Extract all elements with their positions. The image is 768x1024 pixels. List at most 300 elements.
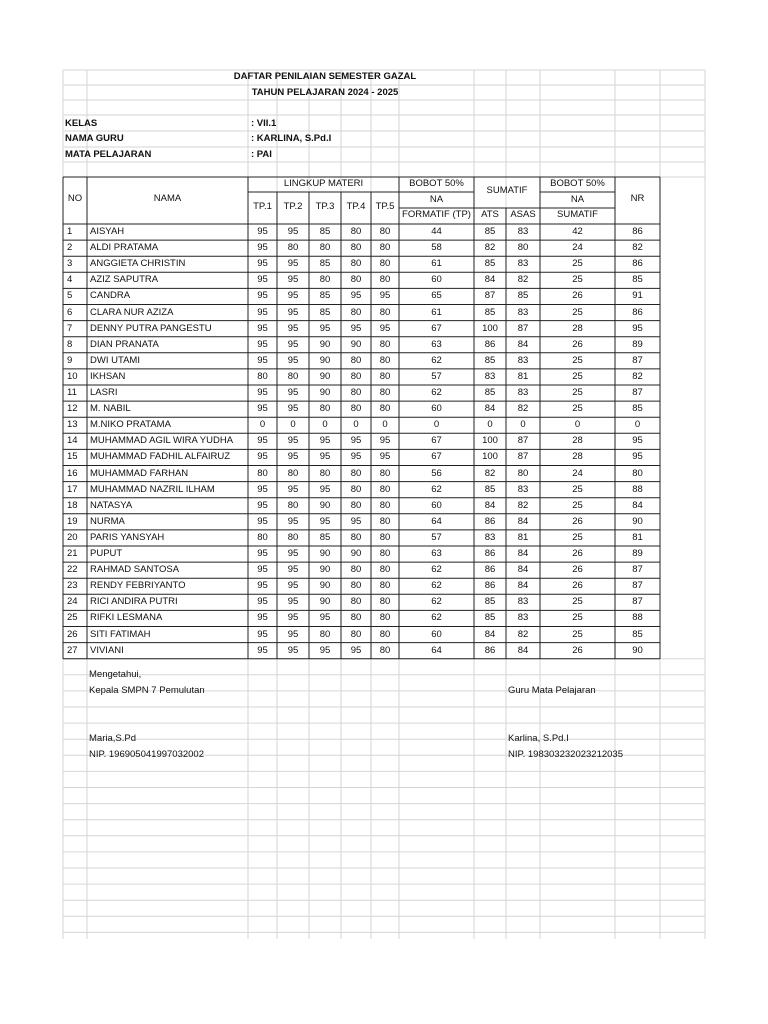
score-cell: 82 bbox=[517, 274, 529, 286]
score-cell: 80 bbox=[379, 387, 391, 398]
score-cell: 87 bbox=[632, 387, 643, 398]
score-cell: 25 bbox=[572, 531, 583, 543]
score-cell: 95 bbox=[319, 451, 331, 463]
score-cell: 95 bbox=[287, 387, 299, 398]
student-name: RIFKI LESMANA bbox=[90, 612, 163, 624]
score-cell: 42 bbox=[572, 226, 583, 237]
score-cell: 80 bbox=[319, 467, 331, 479]
info-label-mapel: MATA PELAJARAN bbox=[65, 149, 152, 160]
header-tp3: TP.3 bbox=[315, 201, 335, 212]
score-cell: 60 bbox=[431, 403, 442, 415]
score-cell: 28 bbox=[572, 435, 583, 447]
score-cell: 95 bbox=[350, 451, 362, 463]
score-cell: 85 bbox=[484, 387, 496, 398]
score-cell: 86 bbox=[484, 580, 496, 592]
score-cell: 95 bbox=[257, 306, 268, 318]
score-cell: 95 bbox=[379, 322, 391, 334]
score-cell: 62 bbox=[431, 483, 442, 495]
score-cell: 80 bbox=[379, 370, 391, 382]
row-number: 21 bbox=[67, 548, 78, 559]
score-cell: 80 bbox=[350, 370, 362, 382]
score-cell: 0 bbox=[259, 419, 266, 431]
score-cell: 95 bbox=[319, 612, 331, 624]
score-cell: 56 bbox=[431, 467, 442, 479]
score-cell: 85 bbox=[517, 290, 529, 302]
score-cell: 95 bbox=[379, 435, 391, 447]
score-cell: 84 bbox=[517, 644, 529, 656]
score-cell: 95 bbox=[319, 644, 331, 656]
score-cell: 95 bbox=[287, 612, 299, 624]
score-cell: 83 bbox=[517, 226, 529, 237]
score-cell: 81 bbox=[517, 531, 529, 543]
score-cell: 91 bbox=[632, 290, 643, 302]
score-cell: 95 bbox=[287, 274, 299, 286]
row-number: 23 bbox=[67, 580, 78, 592]
row-number: 12 bbox=[67, 403, 78, 415]
score-cell: 95 bbox=[257, 403, 268, 415]
score-cell: 100 bbox=[482, 435, 498, 447]
score-cell: 80 bbox=[379, 515, 391, 527]
score-cell: 25 bbox=[572, 612, 583, 624]
header-bobot-sumatif: BOBOT 50% bbox=[550, 178, 605, 189]
row-number: 7 bbox=[67, 322, 73, 334]
score-cell: 67 bbox=[431, 435, 442, 447]
score-cell: 95 bbox=[287, 596, 299, 608]
student-name: RENDY FEBRIYANTO bbox=[90, 580, 186, 592]
student-name: LASRI bbox=[90, 387, 118, 398]
score-cell: 80 bbox=[257, 467, 268, 479]
score-cell: 28 bbox=[572, 322, 583, 334]
student-name: MUHAMMAD NAZRIL ILHAM bbox=[90, 483, 215, 495]
score-cell: 90 bbox=[319, 370, 331, 382]
score-cell: 80 bbox=[350, 580, 362, 592]
score-cell: 26 bbox=[572, 338, 583, 350]
score-cell: 80 bbox=[319, 628, 331, 640]
student-name: MUHAMMAD FARHAN bbox=[90, 467, 189, 479]
score-cell: 80 bbox=[379, 628, 391, 640]
score-cell: 86 bbox=[632, 226, 643, 237]
student-name: PUPUT bbox=[90, 548, 123, 559]
score-cell: 26 bbox=[572, 644, 583, 656]
header-bobot-formatif: BOBOT 50% bbox=[409, 178, 464, 189]
score-cell: 80 bbox=[350, 467, 362, 479]
score-cell: 80 bbox=[379, 499, 391, 511]
score-cell: 86 bbox=[484, 564, 496, 576]
score-cell: 80 bbox=[350, 354, 362, 366]
score-cell: 83 bbox=[517, 354, 529, 366]
score-cell: 95 bbox=[257, 580, 268, 592]
score-cell: 0 bbox=[382, 419, 388, 431]
score-cell: 82 bbox=[484, 467, 496, 479]
header-tp4: TP.4 bbox=[346, 201, 366, 212]
score-cell: 80 bbox=[287, 531, 299, 543]
score-cell: 86 bbox=[484, 338, 496, 350]
header-asas: ASAS bbox=[510, 209, 536, 220]
score-cell: 95 bbox=[287, 354, 299, 366]
score-cell: 95 bbox=[257, 242, 268, 254]
score-cell: 95 bbox=[350, 644, 362, 656]
score-cell: 83 bbox=[517, 596, 529, 608]
score-cell: 89 bbox=[632, 338, 643, 350]
score-cell: 64 bbox=[431, 644, 442, 656]
info-value-guru: : KARLINA, S.Pd.I bbox=[251, 133, 332, 144]
student-name: MUHAMMAD AGIL WIRA YUDHA bbox=[90, 435, 234, 447]
score-cell: 95 bbox=[287, 451, 299, 463]
row-number: 11 bbox=[67, 387, 77, 398]
header-sumatif: SUMATIF bbox=[486, 185, 528, 196]
footer-kepala-name: Maria,S.Pd bbox=[89, 733, 136, 744]
score-cell: 24 bbox=[572, 242, 583, 254]
score-cell: 86 bbox=[484, 548, 496, 559]
score-cell: 95 bbox=[379, 290, 391, 302]
student-name: IKHSAN bbox=[90, 370, 126, 382]
score-cell: 82 bbox=[517, 499, 529, 511]
score-cell: 87 bbox=[632, 354, 643, 366]
score-cell: 81 bbox=[632, 531, 643, 543]
score-cell: 95 bbox=[350, 515, 362, 527]
score-cell: 85 bbox=[319, 306, 331, 318]
score-cell: 26 bbox=[572, 564, 583, 576]
score-cell: 95 bbox=[379, 451, 391, 463]
score-cell: 84 bbox=[517, 548, 529, 559]
score-cell: 26 bbox=[572, 290, 583, 302]
score-cell: 57 bbox=[431, 370, 442, 382]
score-cell: 80 bbox=[350, 403, 362, 415]
score-cell: 28 bbox=[572, 451, 583, 463]
score-cell: 95 bbox=[632, 435, 643, 447]
score-cell: 80 bbox=[287, 370, 299, 382]
score-cell: 80 bbox=[257, 531, 268, 543]
row-number: 14 bbox=[67, 435, 78, 447]
score-cell: 85 bbox=[484, 612, 496, 624]
score-cell: 95 bbox=[257, 322, 268, 334]
score-cell: 95 bbox=[257, 483, 268, 495]
score-cell: 90 bbox=[350, 338, 362, 350]
score-cell: 87 bbox=[517, 435, 529, 447]
student-name: CANDRA bbox=[90, 290, 131, 302]
header-lingkup-materi: LINGKUP MATERI bbox=[283, 178, 364, 189]
score-cell: 87 bbox=[484, 290, 496, 302]
score-cell: 82 bbox=[517, 403, 529, 415]
score-cell: 85 bbox=[319, 226, 331, 237]
row-number: 27 bbox=[67, 644, 78, 656]
score-cell: 87 bbox=[632, 580, 643, 592]
row-number: 20 bbox=[67, 531, 78, 543]
score-cell: 24 bbox=[572, 467, 583, 479]
score-cell: 62 bbox=[431, 612, 442, 624]
score-cell: 95 bbox=[287, 290, 299, 302]
score-cell: 83 bbox=[517, 483, 529, 495]
score-cell: 95 bbox=[257, 644, 268, 656]
header-na-formatif: NA bbox=[429, 194, 444, 205]
row-number: 15 bbox=[67, 451, 78, 463]
score-cell: 25 bbox=[572, 596, 583, 608]
score-cell: 87 bbox=[517, 451, 529, 463]
score-cell: 100 bbox=[482, 322, 498, 334]
score-cell: 25 bbox=[572, 499, 583, 511]
score-cell: 65 bbox=[431, 290, 442, 302]
score-cell: 87 bbox=[517, 322, 529, 334]
score-cell: 83 bbox=[517, 258, 529, 270]
score-cell: 0 bbox=[487, 419, 493, 431]
row-number: 8 bbox=[67, 338, 73, 350]
score-cell: 80 bbox=[350, 274, 362, 286]
score-cell: 83 bbox=[484, 370, 496, 382]
score-cell: 80 bbox=[379, 612, 391, 624]
score-cell: 82 bbox=[517, 628, 529, 640]
info-value-mapel: : PAI bbox=[251, 149, 272, 160]
score-cell: 80 bbox=[379, 483, 391, 495]
score-cell: 84 bbox=[517, 564, 529, 576]
row-number: 22 bbox=[67, 564, 78, 576]
score-cell: 57 bbox=[431, 531, 442, 543]
info-label-kelas: KELAS bbox=[65, 118, 98, 129]
score-cell: 80 bbox=[257, 370, 268, 382]
score-cell: 80 bbox=[517, 467, 529, 479]
score-cell: 80 bbox=[632, 467, 643, 479]
header-nr: NR bbox=[630, 193, 645, 204]
score-cell: 85 bbox=[319, 290, 331, 302]
score-cell: 85 bbox=[319, 531, 331, 543]
score-cell: 60 bbox=[431, 499, 442, 511]
header-formatif-tp: FORMATIF (TP) bbox=[402, 209, 471, 220]
score-cell: 80 bbox=[350, 387, 362, 398]
score-cell: 84 bbox=[484, 499, 496, 511]
score-cell: 67 bbox=[431, 451, 442, 463]
score-cell: 61 bbox=[431, 306, 442, 318]
score-cell: 25 bbox=[572, 483, 583, 495]
score-cell: 80 bbox=[379, 338, 391, 350]
score-cell: 80 bbox=[379, 258, 391, 270]
score-cell: 26 bbox=[572, 548, 583, 559]
score-cell: 85 bbox=[632, 403, 643, 415]
header-tp5: TP.5 bbox=[375, 201, 395, 212]
score-cell: 44 bbox=[431, 226, 442, 237]
score-cell: 82 bbox=[484, 242, 496, 254]
score-cell: 67 bbox=[431, 322, 442, 334]
score-cell: 26 bbox=[572, 515, 583, 527]
score-cell: 84 bbox=[517, 580, 529, 592]
student-name: ANGGIETA CHRISTIN bbox=[90, 258, 186, 270]
score-cell: 95 bbox=[257, 451, 268, 463]
score-cell: 80 bbox=[379, 596, 391, 608]
score-cell: 80 bbox=[379, 548, 391, 559]
sheet-subtitle: TAHUN PELAJARAN 2024 - 2025 bbox=[251, 87, 399, 98]
score-cell: 83 bbox=[517, 612, 529, 624]
score-cell: 84 bbox=[484, 403, 496, 415]
score-cell: 95 bbox=[287, 580, 299, 592]
student-name: DIAN PRANATA bbox=[90, 338, 159, 350]
score-cell: 85 bbox=[484, 306, 496, 318]
score-cell: 81 bbox=[517, 370, 529, 382]
score-cell: 95 bbox=[287, 515, 299, 527]
student-name: DWI UTAMI bbox=[90, 354, 140, 366]
score-cell: 90 bbox=[319, 338, 331, 350]
score-cell: 95 bbox=[257, 435, 268, 447]
student-name: CLARA NUR AZIZA bbox=[90, 306, 174, 318]
row-number: 16 bbox=[67, 467, 78, 479]
score-cell: 83 bbox=[484, 531, 496, 543]
score-cell: 58 bbox=[431, 242, 442, 254]
row-number: 24 bbox=[67, 596, 78, 608]
student-name: M.NIKO PRATAMA bbox=[90, 419, 171, 431]
score-cell: 95 bbox=[287, 483, 299, 495]
score-cell: 95 bbox=[257, 290, 268, 302]
score-cell: 25 bbox=[572, 354, 583, 366]
score-cell: 80 bbox=[350, 499, 362, 511]
score-cell: 80 bbox=[379, 274, 391, 286]
score-cell: 95 bbox=[350, 322, 362, 334]
student-name: M. NABIL bbox=[90, 403, 131, 415]
score-cell: 80 bbox=[350, 612, 362, 624]
score-cell: 95 bbox=[632, 451, 643, 463]
score-cell: 80 bbox=[379, 306, 391, 318]
row-number: 3 bbox=[67, 258, 73, 270]
score-cell: 25 bbox=[572, 387, 583, 398]
student-name: NURMA bbox=[90, 515, 125, 527]
score-cell: 95 bbox=[287, 322, 299, 334]
student-name: ALDI PRATAMA bbox=[90, 242, 159, 254]
score-cell: 100 bbox=[482, 451, 498, 463]
score-cell: 88 bbox=[632, 483, 643, 495]
score-cell: 80 bbox=[379, 531, 391, 543]
footer-guru-title: Guru Mata Pelajaran bbox=[508, 685, 596, 696]
row-number: 18 bbox=[67, 499, 78, 511]
score-cell: 25 bbox=[572, 628, 583, 640]
score-cell: 25 bbox=[572, 274, 583, 286]
score-cell: 0 bbox=[433, 419, 440, 431]
score-cell: 61 bbox=[431, 258, 442, 270]
score-cell: 95 bbox=[287, 403, 299, 415]
score-cell: 83 bbox=[517, 387, 529, 398]
score-cell: 95 bbox=[257, 564, 268, 576]
score-cell: 62 bbox=[431, 354, 442, 366]
score-cell: 80 bbox=[379, 580, 391, 592]
score-cell: 0 bbox=[353, 419, 359, 431]
student-name: PARIS YANSYAH bbox=[90, 531, 165, 543]
header-tp2: TP.2 bbox=[283, 201, 303, 212]
student-name: RICI ANDIRA PUTRI bbox=[90, 596, 178, 608]
score-cell: 95 bbox=[287, 338, 299, 350]
score-cell: 95 bbox=[287, 548, 299, 559]
score-cell: 86 bbox=[632, 258, 643, 270]
score-cell: 84 bbox=[517, 338, 529, 350]
score-cell: 95 bbox=[350, 290, 362, 302]
score-cell: 86 bbox=[484, 515, 496, 527]
student-name: RAHMAD SANTOSA bbox=[90, 564, 180, 576]
score-cell: 80 bbox=[379, 242, 391, 254]
row-number: 25 bbox=[67, 612, 78, 624]
score-cell: 95 bbox=[287, 628, 299, 640]
score-cell: 90 bbox=[319, 564, 331, 576]
row-number: 19 bbox=[67, 515, 78, 527]
score-cell: 87 bbox=[632, 596, 643, 608]
score-cell: 85 bbox=[484, 226, 496, 237]
score-cell: 84 bbox=[632, 499, 643, 511]
row-number: 17 bbox=[67, 483, 78, 495]
row-number: 5 bbox=[67, 290, 73, 302]
score-cell: 80 bbox=[319, 242, 331, 254]
score-cell: 90 bbox=[319, 596, 331, 608]
score-cell: 95 bbox=[257, 499, 268, 511]
score-cell: 63 bbox=[431, 548, 442, 559]
score-cell: 84 bbox=[484, 274, 496, 286]
score-cell: 85 bbox=[632, 628, 643, 640]
score-cell: 62 bbox=[431, 387, 442, 398]
score-cell: 60 bbox=[431, 628, 442, 640]
score-cell: 87 bbox=[632, 564, 643, 576]
score-cell: 95 bbox=[257, 515, 268, 527]
score-cell: 90 bbox=[319, 548, 331, 559]
score-cell: 85 bbox=[484, 596, 496, 608]
score-cell: 95 bbox=[257, 226, 268, 237]
score-cell: 95 bbox=[287, 258, 299, 270]
score-cell: 0 bbox=[322, 419, 328, 431]
row-number: 1 bbox=[67, 226, 73, 237]
info-value-kelas: : VII.1 bbox=[251, 118, 277, 129]
score-cell: 95 bbox=[257, 258, 268, 270]
score-cell: 95 bbox=[319, 435, 331, 447]
score-cell: 80 bbox=[319, 274, 331, 286]
score-cell: 89 bbox=[632, 548, 643, 559]
score-cell: 80 bbox=[379, 467, 391, 479]
score-cell: 60 bbox=[431, 274, 442, 286]
score-cell: 85 bbox=[632, 274, 643, 286]
score-cell: 25 bbox=[572, 306, 583, 318]
score-cell: 88 bbox=[632, 612, 643, 624]
score-cell: 80 bbox=[379, 644, 391, 656]
header-na-sumatif: NA bbox=[570, 194, 585, 205]
score-cell: 86 bbox=[484, 644, 496, 656]
score-cell: 95 bbox=[319, 322, 331, 334]
score-cell: 64 bbox=[431, 515, 442, 527]
score-cell: 95 bbox=[319, 483, 331, 495]
score-cell: 80 bbox=[379, 226, 391, 237]
score-cell: 80 bbox=[287, 242, 299, 254]
student-name: SITI FATIMAH bbox=[90, 628, 151, 640]
score-cell: 95 bbox=[287, 644, 299, 656]
score-cell: 80 bbox=[379, 354, 391, 366]
student-name: AISYAH bbox=[90, 226, 125, 237]
header-sumatif-2: SUMATIF bbox=[557, 209, 598, 220]
score-cell: 95 bbox=[287, 226, 299, 237]
score-cell: 84 bbox=[484, 628, 496, 640]
score-cell: 63 bbox=[431, 338, 442, 350]
score-cell: 95 bbox=[257, 628, 268, 640]
score-cell: 85 bbox=[484, 483, 496, 495]
score-cell: 95 bbox=[632, 322, 643, 334]
score-cell: 95 bbox=[257, 387, 268, 398]
score-cell: 95 bbox=[257, 354, 268, 366]
score-cell: 80 bbox=[350, 531, 362, 543]
score-cell: 80 bbox=[350, 628, 362, 640]
score-cell: 90 bbox=[319, 354, 331, 366]
score-cell: 95 bbox=[257, 612, 268, 624]
row-number: 13 bbox=[67, 419, 78, 431]
student-name: VIVIANI bbox=[90, 644, 124, 656]
score-cell: 95 bbox=[287, 564, 299, 576]
score-cell: 62 bbox=[431, 580, 442, 592]
score-cell: 90 bbox=[319, 580, 331, 592]
score-cell: 80 bbox=[350, 596, 362, 608]
row-number: 2 bbox=[67, 242, 73, 254]
score-cell: 25 bbox=[572, 403, 583, 415]
score-cell: 90 bbox=[350, 548, 362, 559]
score-cell: 80 bbox=[319, 403, 331, 415]
score-cell: 85 bbox=[484, 354, 496, 366]
score-cell: 0 bbox=[290, 419, 296, 431]
score-cell: 26 bbox=[572, 580, 583, 592]
